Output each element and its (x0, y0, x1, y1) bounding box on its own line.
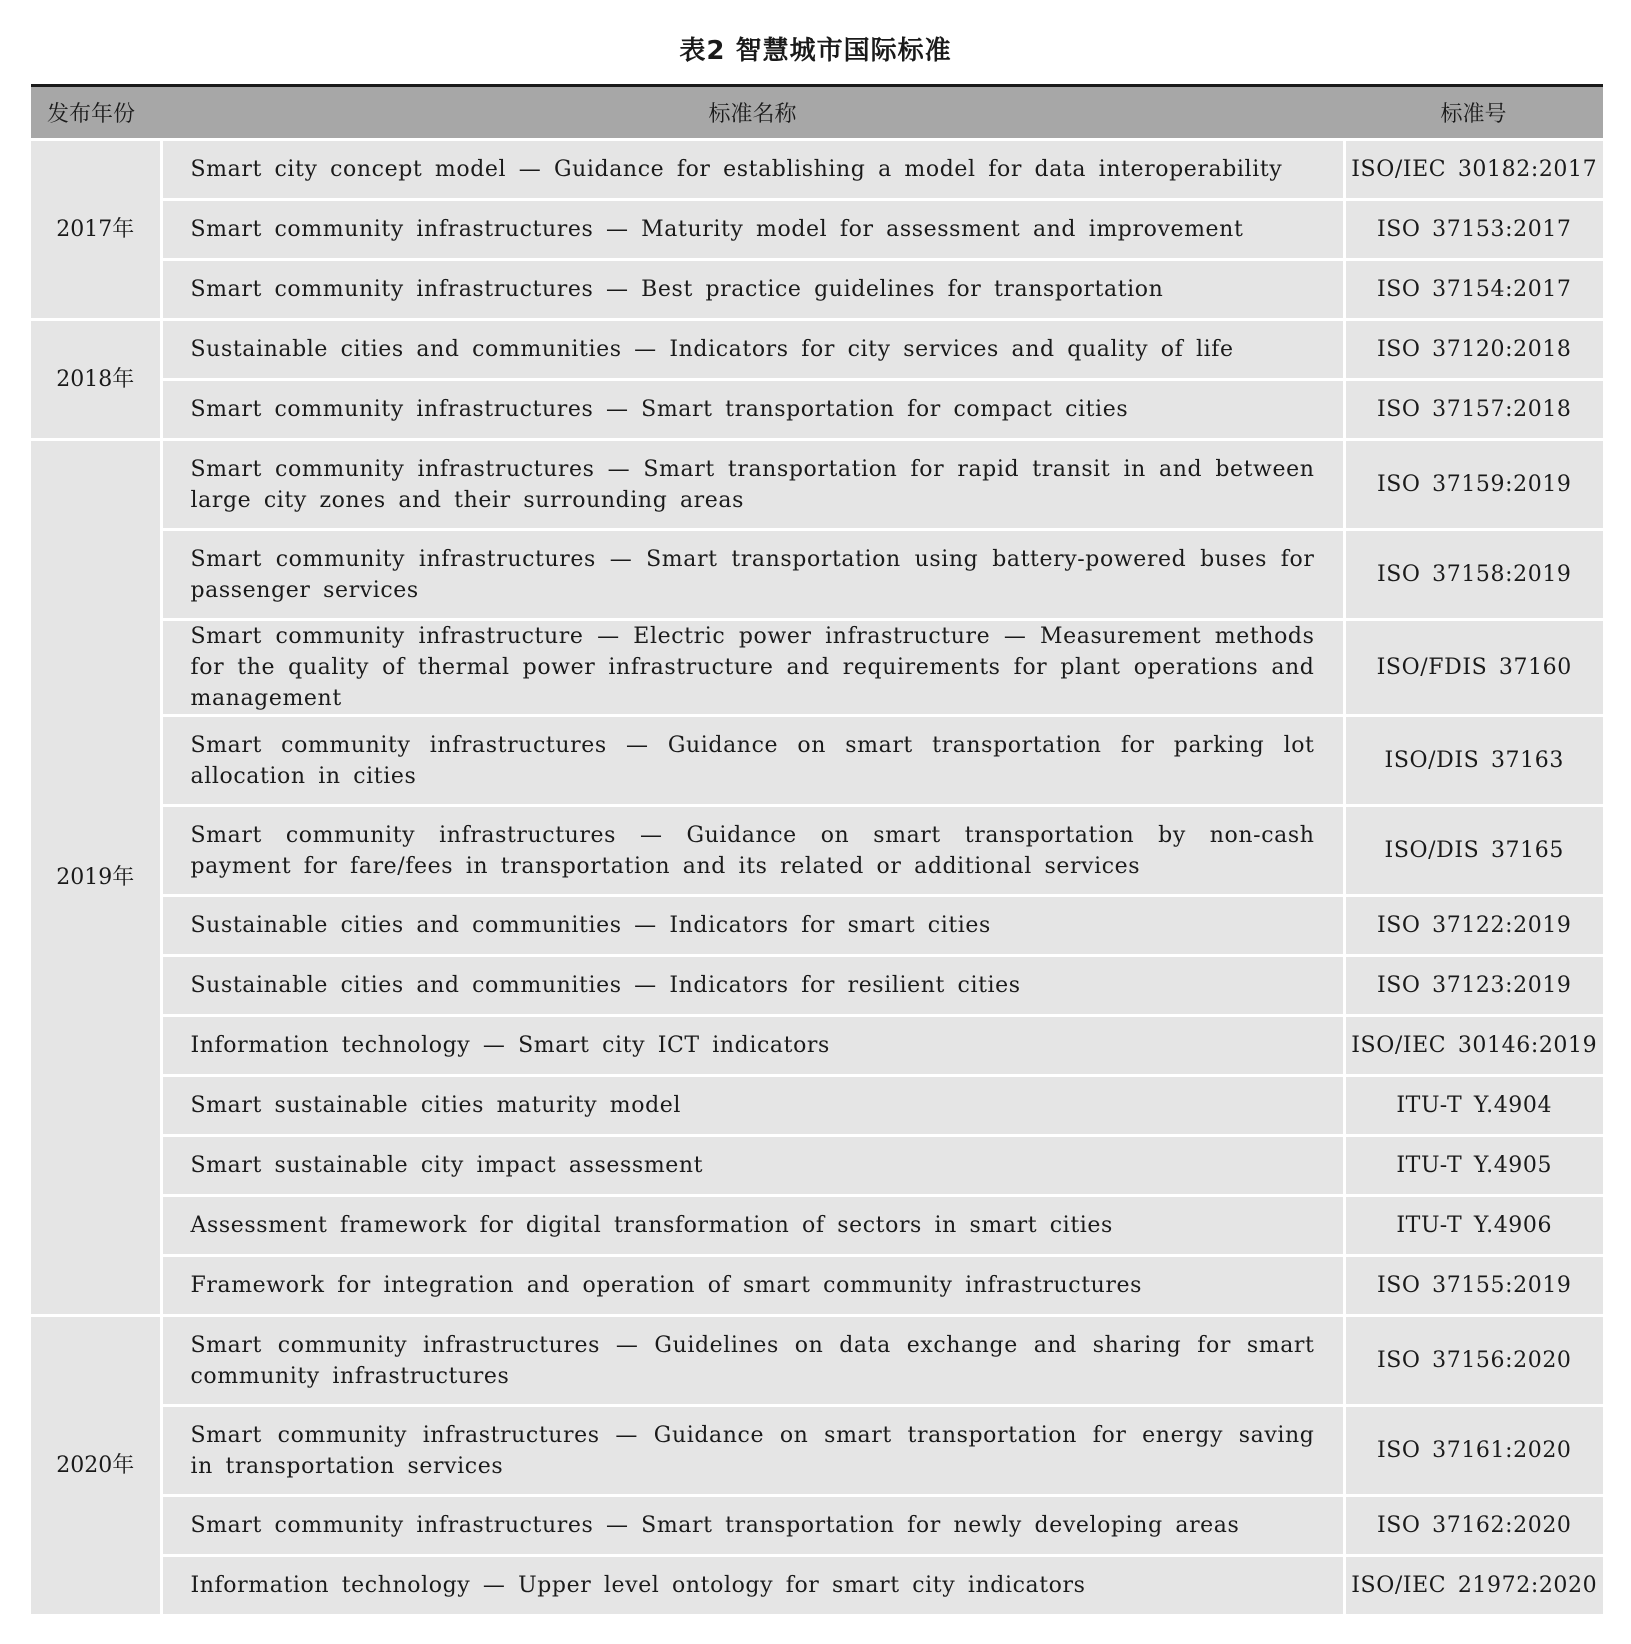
standard-code: ISO 37155:2019 (1344, 1256, 1603, 1316)
year-cell: 2018年 (31, 320, 161, 440)
standard-name: Smart city concept model — Guidance for establishing a model for data interoperability (161, 140, 1344, 200)
table-row (31, 1196, 1603, 1256)
header-year: 发布年份 (31, 86, 161, 140)
standard-name: Smart community infrastructures — Guidance on smart transportation for energy saving in transportation services (161, 1406, 1344, 1496)
standard-name: Framework for integration and operation of smart community infrastructures (161, 1256, 1344, 1316)
table-row (31, 260, 1603, 320)
standard-name: Smart sustainable cities maturity model (161, 1076, 1344, 1136)
standard-code: ITU-T Y.4904 (1344, 1076, 1603, 1136)
table-row (31, 320, 1603, 380)
standard-code: ISO 37162:2020 (1344, 1496, 1603, 1556)
standard-code: ISO 37156:2020 (1344, 1316, 1603, 1406)
table-row (31, 806, 1603, 896)
table-row (31, 1076, 1603, 1136)
standard-name: Smart community infrastructures — Smart transportation for newly developing areas (161, 1496, 1344, 1556)
standard-code: ISO 37161:2020 (1344, 1406, 1603, 1496)
standard-code: ISO 37157:2018 (1344, 380, 1603, 440)
standard-name: Smart community infrastructures — Maturity model for assessment and improvement (161, 200, 1344, 260)
table-row (31, 1016, 1603, 1076)
table-row (31, 620, 1603, 716)
standard-code: ITU-T Y.4906 (1344, 1196, 1603, 1256)
standard-name: Smart community infrastructures — Smart transportation for compact cities (161, 380, 1344, 440)
standard-code: ISO 37120:2018 (1344, 320, 1603, 380)
table-row (31, 1406, 1603, 1496)
table-row (31, 1556, 1603, 1616)
standard-code: ISO/DIS 37165 (1344, 806, 1603, 896)
table-row (31, 1496, 1603, 1556)
standard-name: Smart community infrastructures — Guidance on smart transportation by non-cash payment for fare/fees in transportation and its related or additional services (161, 806, 1344, 896)
header-code: 标准号 (1344, 86, 1603, 140)
table-row (31, 1136, 1603, 1196)
standard-name: Smart community infrastructures — Guidelines on data exchange and sharing for smart community infrastructures (161, 1316, 1344, 1406)
table-row (31, 1256, 1603, 1316)
standard-name: Sustainable cities and communities — Indicators for city services and quality of life (161, 320, 1344, 380)
standard-name: Smart sustainable city impact assessment (161, 1136, 1344, 1196)
standard-code: ISO 37122:2019 (1344, 896, 1603, 956)
header-name: 标准名称 (161, 86, 1344, 140)
header-row (31, 86, 1603, 140)
standards-table (31, 84, 1603, 1617)
table-row (31, 530, 1603, 620)
table-row (31, 1316, 1603, 1406)
standard-name: Smart community infrastructures — Smart transportation using battery-powered buses for passenger services (161, 530, 1344, 620)
standard-name: Smart community infrastructures — Smart transportation for rapid transit in and between large city zones and their surrounding areas (161, 440, 1344, 530)
year-cell: 2019年 (31, 440, 161, 1316)
standard-name: Smart community infrastructure — Electric power infrastructure — Measurement methods for the quality of thermal power infrastructure and requirements for plant operations and management (161, 620, 1344, 716)
year-cell: 2020年 (31, 1316, 161, 1616)
standard-code: ISO 37123:2019 (1344, 956, 1603, 1016)
table-row (31, 896, 1603, 956)
standard-name: Sustainable cities and communities — Indicators for smart cities (161, 896, 1344, 956)
standard-code: ISO/FDIS 37160 (1344, 620, 1603, 716)
standard-name: Smart community infrastructures — Guidance on smart transportation for parking lot allocation in cities (161, 716, 1344, 806)
standard-name: Assessment framework for digital transformation of sectors in smart cities (161, 1196, 1344, 1256)
standard-code: ISO/IEC 30146:2019 (1344, 1016, 1603, 1076)
standard-code: ISO/IEC 21972:2020 (1344, 1556, 1603, 1616)
standard-code: ISO 37158:2019 (1344, 530, 1603, 620)
standard-code: ISO/IEC 30182:2017 (1344, 140, 1603, 200)
table-title: 表2 智慧城市国际标准 (679, 36, 952, 66)
standard-code: ISO 37159:2019 (1344, 440, 1603, 530)
table-row (31, 200, 1603, 260)
standard-code: ISO/DIS 37163 (1344, 716, 1603, 806)
standard-code: ISO 37153:2017 (1344, 200, 1603, 260)
table-row (31, 440, 1603, 530)
standard-name: Information technology — Smart city ICT indicators (161, 1016, 1344, 1076)
standard-code: ITU-T Y.4905 (1344, 1136, 1603, 1196)
table-row (31, 716, 1603, 806)
table-row (31, 956, 1603, 1016)
standard-name: Sustainable cities and communities — Indicators for resilient cities (161, 956, 1344, 1016)
standard-name: Information technology — Upper level ontology for smart city indicators (161, 1556, 1344, 1616)
table-row (31, 140, 1603, 200)
year-cell: 2017年 (31, 140, 161, 320)
standard-code: ISO 37154:2017 (1344, 260, 1603, 320)
standard-name: Smart community infrastructures — Best practice guidelines for transportation (161, 260, 1344, 320)
table-row (31, 380, 1603, 440)
